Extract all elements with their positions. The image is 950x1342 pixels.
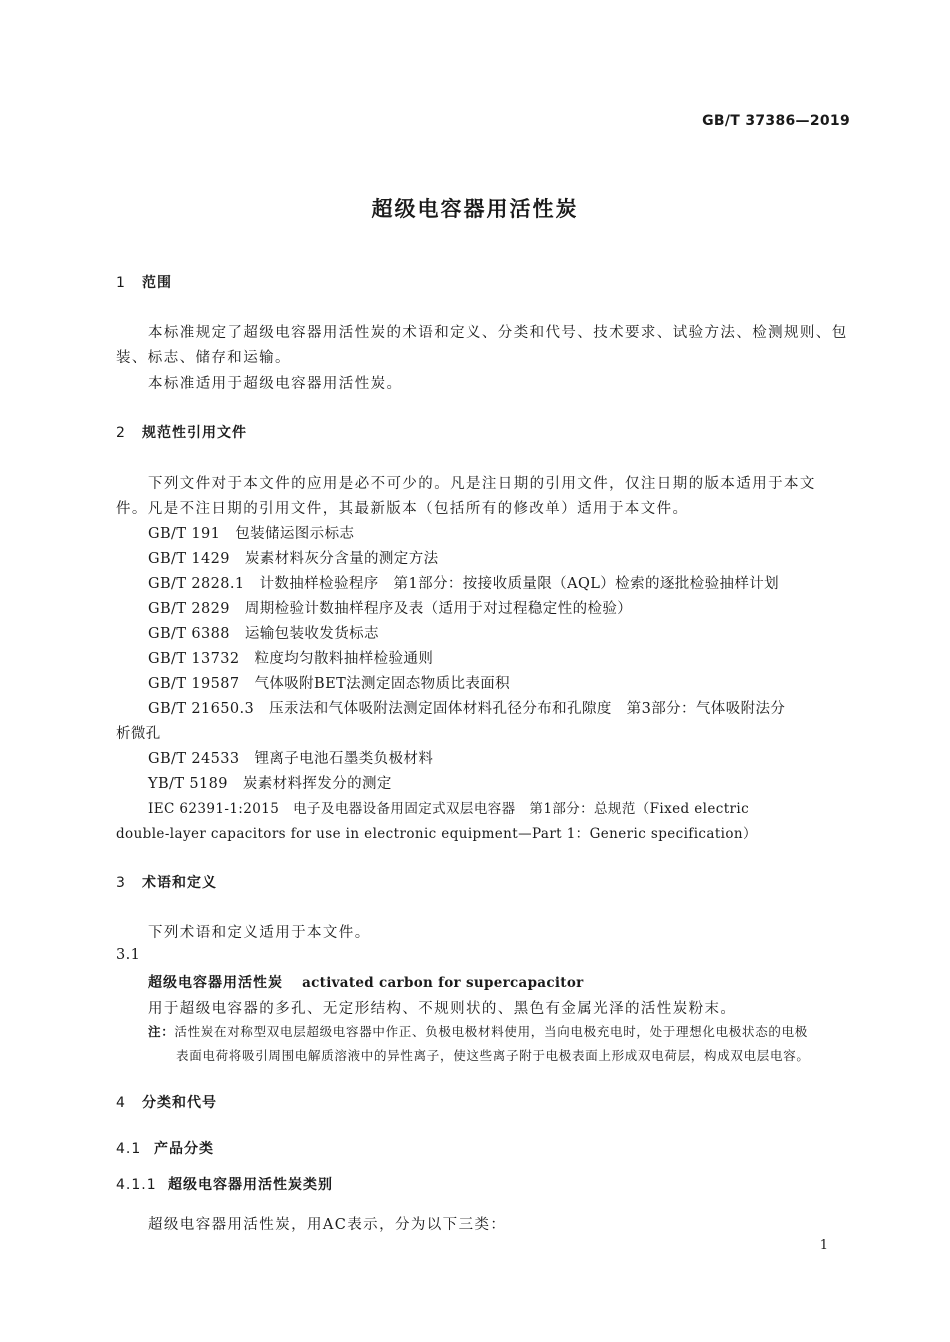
section-1-heading: [116, 272, 172, 292]
subsection-4-1-heading: [116, 1138, 214, 1158]
note-label: 注：: [148, 1024, 175, 1039]
section-title: 术语和定义: [142, 875, 217, 891]
section-3-heading: [116, 872, 217, 892]
reference-title: 运输包装收发货标志: [244, 626, 379, 642]
reference-item: [148, 622, 379, 643]
note: [148, 1022, 808, 1040]
section-title: 规范性引用文件: [142, 425, 247, 441]
reference-title: 计数抽样检验程序 第1部分：按接收质量限（AQL）检索的逐批检验抽样计划: [259, 576, 780, 592]
reference-title: 包装储运图示标志: [235, 526, 355, 542]
subsection-number: 4.1.1: [116, 1177, 157, 1193]
reference-title: 电子及电器设备用固定式双层电容器 第1部分：总规范（Fixed electric: [293, 801, 750, 817]
reference-code: GB/T 21650.3: [148, 701, 255, 717]
paragraph: 本标准适用于超级电容器用活性炭。: [148, 376, 403, 392]
reference-code: IEC 62391-1:2015: [148, 801, 280, 817]
reference-code: GB/T 191: [148, 526, 221, 542]
reference-title: 周期检验计数抽样程序及表（适用于对过程稳定性的检验）: [244, 601, 633, 617]
section-number: 2: [116, 425, 126, 441]
reference-item: [148, 572, 779, 593]
page-number: 1: [819, 1238, 828, 1253]
subsection-title: 产品分类: [154, 1141, 214, 1157]
reference-item: [148, 697, 785, 718]
reference-code: GB/T 1429: [148, 551, 230, 567]
term-definition: 用于超级电容器的多孔、无定形结构、不规则状的、黑色有金属光泽的活性炭粉末。: [148, 1001, 737, 1017]
paragraph-line: 装、标志、储存和运输。: [116, 350, 291, 366]
section-2-heading: [116, 422, 247, 442]
reference-code: YB/T 5189: [148, 776, 228, 792]
reference-item: [148, 522, 354, 543]
reference-code: GB/T 24533: [148, 751, 240, 767]
paragraph-line: 本标准规定了超级电容器用活性炭的术语和定义、分类和代号、技术要求、试验方法、检测规则、包: [148, 325, 848, 341]
paragraph-line: 件。凡是不注日期的引用文件，其最新版本（包括所有的修改单）适用于本文件。: [116, 501, 689, 517]
term-number: 3.1: [116, 947, 141, 963]
reference-code: GB/T 2829: [148, 601, 230, 617]
term-chinese: 超级电容器用活性炭: [148, 975, 283, 991]
reference-item: [148, 747, 433, 768]
reference-item: [148, 672, 510, 693]
reference-code: GB/T 6388: [148, 626, 230, 642]
reference-code: GB/T 19587: [148, 676, 240, 692]
document-title: 超级电容器用活性炭: [371, 197, 579, 221]
note-line: 活性炭在对称型双电层超级电容器中作正、负极电极材料使用，当向电极充电时，处于理想化电极状态的电极: [174, 1024, 809, 1039]
reference-item: [148, 797, 749, 817]
term-entry: [148, 972, 584, 992]
reference-title: 炭素材料挥发分的测定: [242, 776, 392, 792]
reference-title: 粒度均匀散料抽样检验通则: [254, 651, 434, 667]
reference-title: 锂离子电池石墨类负极材料: [254, 751, 434, 767]
section-number: 4: [116, 1095, 126, 1111]
reference-continuation: double-layer capacitors for use in electronic equipment—Part 1：Generic specification）: [116, 826, 757, 842]
reference-item: [148, 597, 632, 618]
reference-item: [148, 772, 392, 793]
term-english: activated carbon for supercapacitor: [302, 975, 584, 991]
reference-code: GB/T 13732: [148, 651, 240, 667]
section-title: 范围: [142, 275, 172, 291]
subsection-4-1-1-heading: [116, 1174, 333, 1194]
subsection-number: 4.1: [116, 1141, 142, 1157]
note-line: 表面电荷将吸引周围电解质溶液中的异性离子，使这些离子附于电极表面上形成双电荷层，构成双电层电容。: [176, 1048, 810, 1063]
reference-title: 炭素材料灰分含量的测定方法: [244, 551, 439, 567]
reference-title: 压汞法和气体吸附法测定固体材料孔径分布和孔隙度 第3部分：气体吸附法分: [269, 701, 786, 717]
section-number: 3: [116, 875, 126, 891]
paragraph-line: 下列文件对于本文件的应用是必不可少的。凡是注日期的引用文件，仅注日期的版本适用于本文: [148, 476, 816, 492]
section-4-heading: [116, 1092, 217, 1112]
standard-number: GB/T 37386—2019: [702, 113, 850, 129]
reference-item: [148, 647, 433, 668]
subsection-title: 超级电容器用活性炭类别: [168, 1177, 333, 1193]
reference-title: 气体吸附BET法测定固态物质比表面积: [254, 676, 511, 692]
paragraph: 下列术语和定义适用于本文件。: [148, 925, 371, 941]
reference-code: GB/T 2828.1: [148, 576, 245, 592]
section-title: 分类和代号: [142, 1095, 217, 1111]
reference-continuation: 析微孔: [116, 726, 161, 742]
reference-item: [148, 547, 439, 568]
paragraph: 超级电容器用活性炭，用AC表示，分为以下三类：: [148, 1217, 507, 1233]
section-number: 1: [116, 275, 126, 291]
